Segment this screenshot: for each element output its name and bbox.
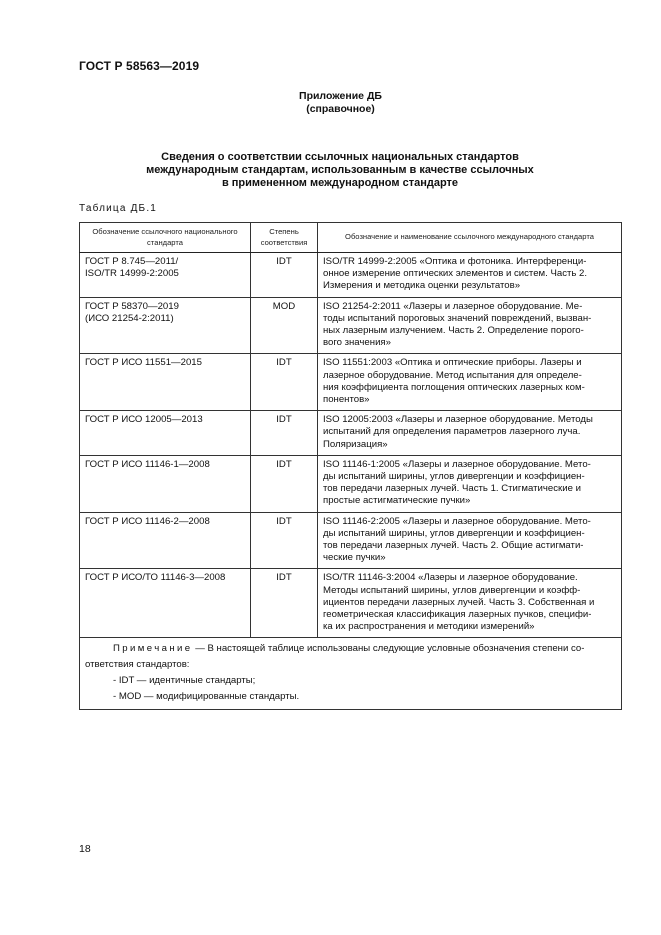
reference-table — [79, 222, 622, 710]
table-header-row — [80, 223, 622, 253]
compliance-degree-cell: IDT — [251, 569, 318, 638]
page-number: 18 — [79, 843, 91, 855]
table-row — [80, 512, 622, 569]
compliance-degree-cell: IDT — [251, 253, 318, 298]
appendix-title: Приложение ДБ — [299, 90, 382, 102]
note-paragraph — [85, 641, 616, 657]
international-standard-cell: ISO 11551:2003 «Оптика и оптические приборы. Лазеры и лазерное оборудование. Метод испытания для определе- ния коэффициента поглощения оптических лазерных ком- понентов» — [318, 354, 622, 411]
table-row — [80, 354, 622, 411]
column-header-national: Обозначение ссылочного национального стандарта — [80, 223, 251, 253]
table-note — [80, 638, 622, 710]
appendix-heading — [0, 90, 661, 116]
table-row — [80, 455, 622, 512]
compliance-degree-cell: IDT — [251, 455, 318, 512]
international-standard-cell: ISO/TR 14999-2:2005 «Оптика и фотоника. Интерференци- онное измерение оптических элементов и систем. Часть 2. Измерения и методика оценки результатов» — [318, 253, 622, 298]
international-standard-cell: ISO 12005:2003 «Лазеры и лазерное оборудование. Методы испытаний для определения параметров лазерного луча. Поляризация» — [318, 411, 622, 456]
section-title — [110, 151, 570, 190]
note-text-continued: ответствия стандартов: — [85, 659, 190, 671]
note-item-idt: - IDT — идентичные стандарты; — [113, 675, 256, 687]
note-item-mod: - MOD — модифицированные стандарты. — [113, 691, 300, 703]
table-row — [80, 253, 622, 298]
national-standard-cell: ГОСТ Р ИСО 12005—2013 — [80, 411, 251, 456]
column-header-international: Обозначение и наименование ссылочного международного стандарта — [318, 223, 622, 253]
compliance-degree-cell: IDT — [251, 411, 318, 456]
note-label: Примечание — [113, 643, 193, 655]
section-title-line: в примененном международном стандарте — [221, 177, 459, 189]
appendix-subtitle: (справочное) — [306, 103, 375, 115]
table-body — [80, 253, 622, 638]
national-standard-cell: ГОСТ Р 58370—2019 (ИСО 21254-2:2011) — [80, 297, 251, 354]
national-standard-cell: ГОСТ Р ИСО/ТО 11146-3—2008 — [80, 569, 251, 638]
column-header-degree: Степень соответствия — [251, 223, 318, 253]
compliance-degree-cell: MOD — [251, 297, 318, 354]
national-standard-cell: ГОСТ Р 8.745—2011/ ISO/TR 14999-2:2005 — [80, 253, 251, 298]
compliance-degree-cell: IDT — [251, 512, 318, 569]
international-standard-cell: ISO/TR 11146-3:2004 «Лазеры и лазерное оборудование. Методы испытаний ширины, углов дивергенции и коэфф- ициентов передачи лазерных лучей. Часть 3. Собственная и геометрическая классификация лазерных пучков, специфи- ка их распространения и методики измерений» — [318, 569, 622, 638]
document-code: ГОСТ Р 58563—2019 — [79, 59, 200, 73]
compliance-degree-cell: IDT — [251, 354, 318, 411]
national-standard-cell: ГОСТ Р ИСО 11551—2015 — [80, 354, 251, 411]
table-caption: Таблица ДБ.1 — [79, 203, 158, 214]
section-title-line: международным стандартам, использованным в качестве ссылочных — [146, 164, 534, 176]
table-row — [80, 569, 622, 638]
table-row — [80, 297, 622, 354]
national-standard-cell: ГОСТ Р ИСО 11146-2—2008 — [80, 512, 251, 569]
international-standard-cell: ISO 11146-2:2005 «Лазеры и лазерное оборудование. Мето- ды испытаний ширины, углов дивергенции и коэффициен- тов передачи лазерных лучей. Часть 2. Общие астигмати- ческие пучки» — [318, 512, 622, 569]
table-note-row — [80, 638, 622, 710]
section-title-line: Сведения о соответствии ссылочных национальных стандартов — [161, 151, 519, 163]
national-standard-cell: ГОСТ Р ИСО 11146-1—2008 — [80, 455, 251, 512]
international-standard-cell: ISO 11146-1:2005 «Лазеры и лазерное оборудование. Мето- ды испытаний ширины, углов дивергенции и коэффициен- тов передачи лазерных лучей. Часть 1. Стигматические и простые астигматические пучки» — [318, 455, 622, 512]
international-standard-cell: ISO 21254-2:2011 «Лазеры и лазерное оборудование. Ме- тоды испытаний пороговых значений повреждений, вызван- ных лазерным излучением. Часть 2. Определение порого- вого значения» — [318, 297, 622, 354]
table-row — [80, 411, 622, 456]
note-text: — В настоящей таблице использованы следующие условные обозначения степени со- — [192, 643, 585, 655]
